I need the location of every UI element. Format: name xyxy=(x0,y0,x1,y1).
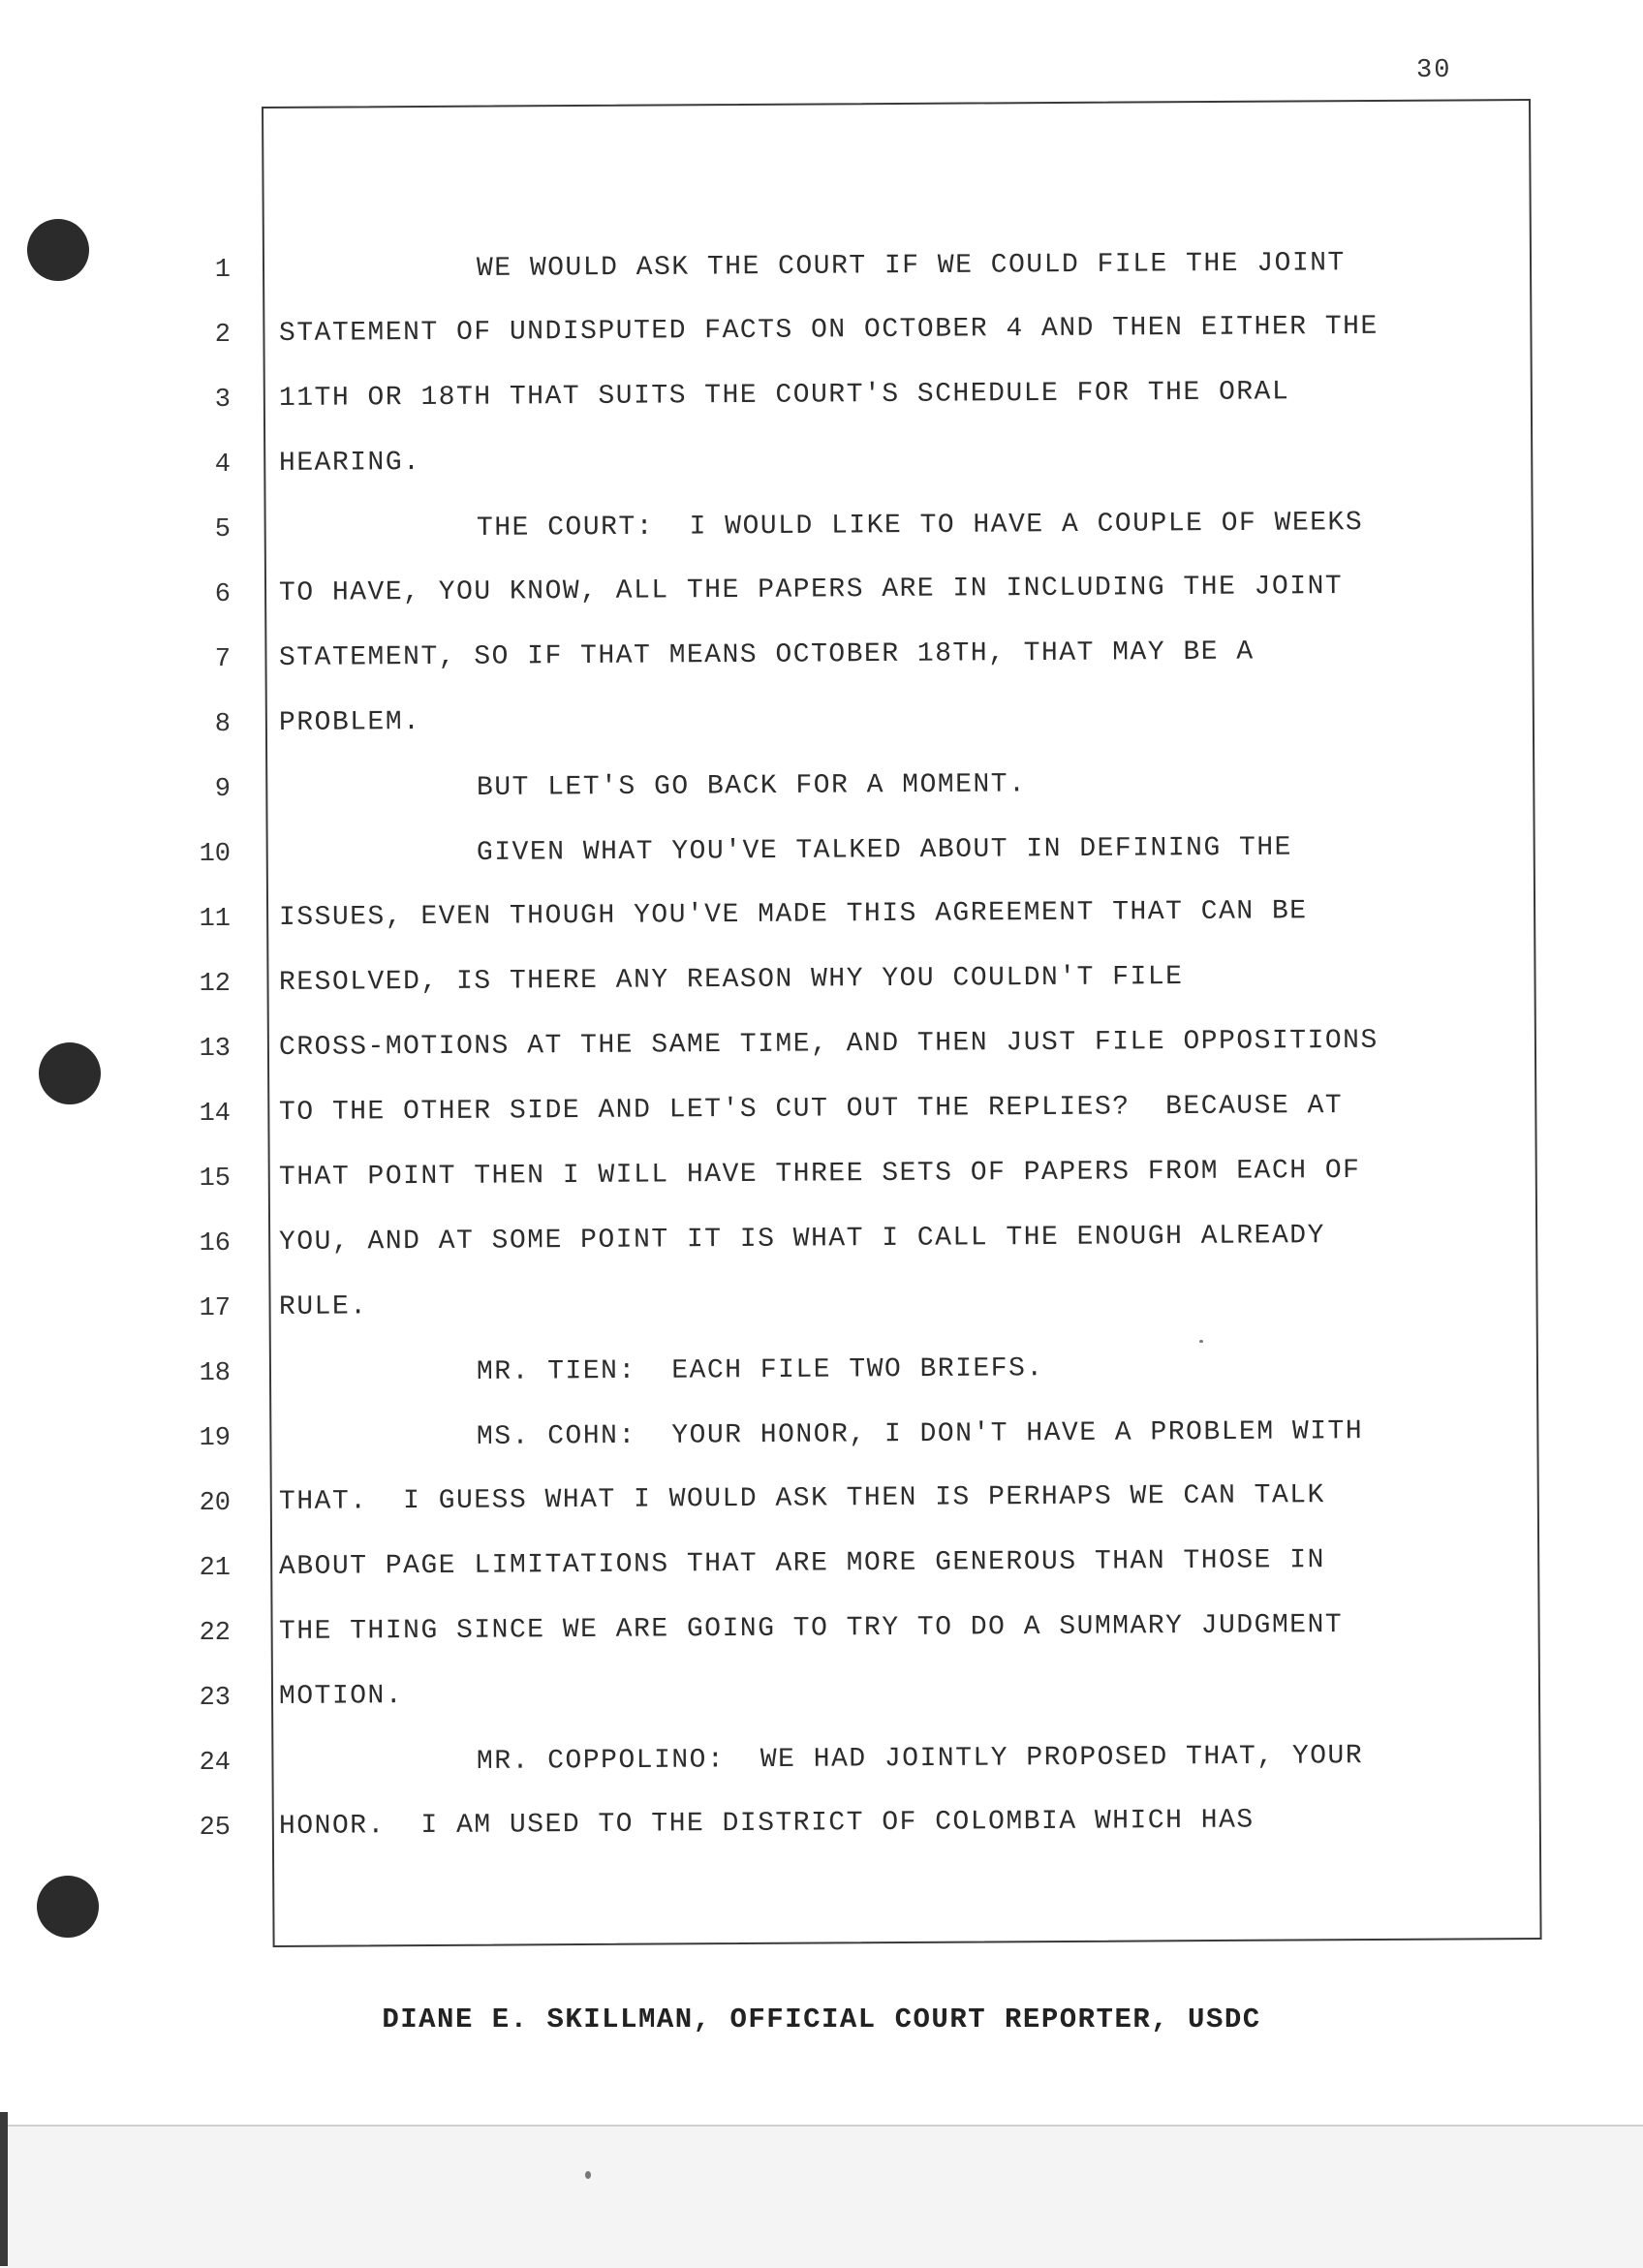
transcript-line: WE WOULD ASK THE COURT IF WE COULD FILE THE JOINT xyxy=(476,248,1346,284)
transcript-line: GIVEN WHAT YOU'VE TALKED ABOUT IN DEFINING THE xyxy=(476,832,1293,868)
transcript-line: MOTION. xyxy=(278,1681,404,1712)
punch-hole xyxy=(39,1042,101,1104)
transcript-line: THE THING SINCE WE ARE GOING TO TRY TO DO A SUMMARY JUDGMENT xyxy=(278,1609,1344,1647)
line-number: 12 xyxy=(199,970,231,999)
line-number: 14 xyxy=(199,1100,231,1129)
transcript-line: THE COURT: I WOULD LIKE TO HAVE A COUPLE OF WEEKS xyxy=(476,508,1364,544)
transcript-line: MR. TIEN: EACH FILE TWO BRIEFS. xyxy=(476,1353,1044,1387)
transcript-line: ISSUES, EVEN THOUGH YOU'VE MADE THIS AGREEMENT THAT CAN BE xyxy=(278,896,1308,933)
transcript-line: PROBLEM. xyxy=(278,707,421,738)
line-number: 10 xyxy=(199,840,231,869)
transcript-line: THAT. I GUESS WHAT I WOULD ASK THEN IS PERHAPS WE CAN TALK xyxy=(278,1480,1325,1517)
transcript-line: TO HAVE, YOU KNOW, ALL THE PAPERS ARE IN INCLUDING THE JOINT xyxy=(278,571,1344,608)
transcript-line: STATEMENT, SO IF THAT MEANS OCTOBER 18TH, THAT MAY BE A xyxy=(278,637,1255,673)
transcript-line: MR. COPPOLINO: WE HAD JOINTLY PROPOSED THAT, YOUR xyxy=(476,1741,1364,1777)
line-number: 5 xyxy=(214,515,231,544)
line-number: 11 xyxy=(199,905,231,934)
transcript-line: RESOLVED, IS THERE ANY REASON WHY YOU COULDN'T FILE xyxy=(278,962,1184,998)
line-number: 18 xyxy=(199,1359,231,1388)
line-number: 7 xyxy=(214,645,231,674)
line-number: 15 xyxy=(199,1165,231,1194)
transcript-line: STATEMENT OF UNDISPUTED FACTS ON OCTOBER 4 AND THEN EITHER THE xyxy=(278,311,1379,349)
scan-bottom-margin xyxy=(0,2125,1643,2268)
transcript-line: TO THE OTHER SIDE AND LET'S CUT OUT THE REPLIES? BECAUSE AT xyxy=(278,1090,1344,1128)
scan-speck xyxy=(585,2171,591,2179)
line-number: 17 xyxy=(199,1294,231,1323)
line-number: 19 xyxy=(199,1424,231,1453)
transcript-line: ABOUT PAGE LIMITATIONS THAT ARE MORE GENEROUS THAN THOSE IN xyxy=(278,1545,1325,1582)
line-number: 22 xyxy=(199,1619,231,1648)
line-number: 16 xyxy=(199,1229,231,1258)
court-reporter-footer: DIANE E. SKILLMAN, OFFICIAL COURT REPORTER, USDC xyxy=(382,2004,1261,2035)
line-number: 2 xyxy=(214,321,231,350)
line-number: 6 xyxy=(214,580,231,609)
transcript-line: THAT POINT THEN I WILL HAVE THREE SETS OF PAPERS FROM EACH OF xyxy=(278,1155,1361,1193)
line-number: 3 xyxy=(214,386,231,415)
transcript-line: MS. COHN: YOUR HONOR, I DON'T HAVE A PROBLEM WITH xyxy=(476,1416,1364,1452)
line-number: 4 xyxy=(214,450,231,480)
line-number: 9 xyxy=(214,775,231,804)
line-number: 23 xyxy=(199,1684,231,1713)
line-number: 21 xyxy=(199,1554,231,1583)
line-number: 8 xyxy=(214,710,231,739)
line-number: 25 xyxy=(199,1814,231,1843)
transcript-line: RULE. xyxy=(278,1291,368,1322)
line-number: 20 xyxy=(199,1489,231,1518)
page-number: 30 xyxy=(1416,56,1452,85)
transcript-line: HONOR. I AM USED TO THE DISTRICT OF COLOMBIA WHICH HAS xyxy=(278,1805,1255,1842)
transcript-frame xyxy=(262,99,1542,1947)
line-number: 13 xyxy=(199,1035,231,1064)
transcript-line: BUT LET'S GO BACK FOR A MOMENT. xyxy=(476,769,1027,803)
transcript-line: CROSS-MOTIONS AT THE SAME TIME, AND THEN JUST FILE OPPOSITIONS xyxy=(278,1025,1379,1063)
line-number: 24 xyxy=(199,1749,231,1778)
transcript-line: YOU, AND AT SOME POINT IT IS WHAT I CALL THE ENOUGH ALREADY xyxy=(278,1221,1325,1258)
transcript-line: 11TH OR 18TH THAT SUITS THE COURT'S SCHEDULE FOR THE ORAL xyxy=(278,377,1290,414)
transcript-line: HEARING. xyxy=(278,448,421,479)
scan-speck xyxy=(1199,1340,1203,1343)
punch-hole xyxy=(27,219,89,281)
punch-hole xyxy=(37,1876,99,1938)
scan-edge xyxy=(0,2112,8,2266)
line-number: 1 xyxy=(214,256,231,285)
